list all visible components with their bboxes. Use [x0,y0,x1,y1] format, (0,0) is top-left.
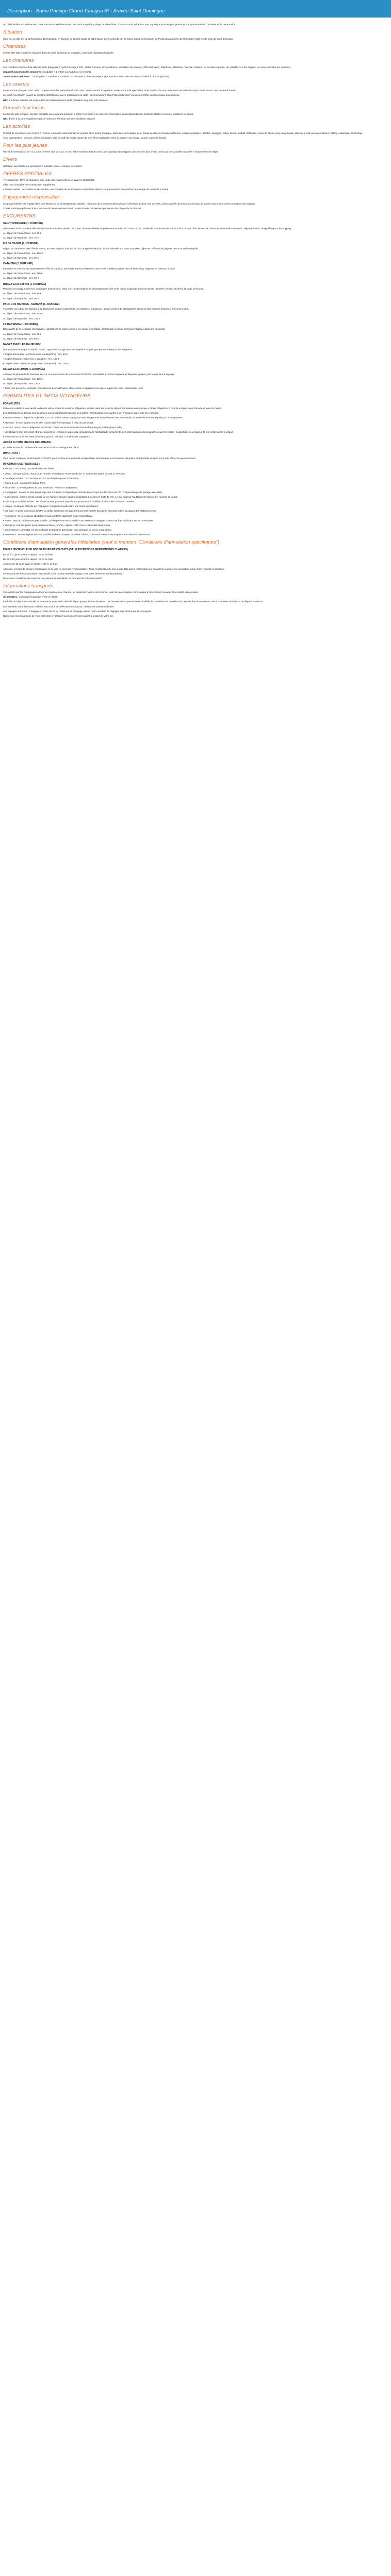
paragraph-text: L'hôtel offre 360 chambres réparties dans de petits bâtiments de 3 étages, cernés de végétation tropicale. [3,52,114,55]
paragraph [3,247,388,250]
paragraph-label: Air Caraïbes : [3,596,19,599]
sub-heading: LA HACIENDA (1 JOURNÉE) [3,323,38,326]
paragraph [3,595,388,599]
paragraph-text: • Attention : le nom figurant sur le billet d'avion doit être identique à celui du passeport. [3,421,94,424]
paragraph [3,372,388,376]
paragraph-text: L'hôtel participe également à la protection de l'environnement marin et des tortues qui viennent pondre sur les plages de la côte Est. [3,207,142,210]
paragraph-text: • Dolphin Encounter (rencontre avec les dauphins) : env. 95 € [3,352,68,355]
paragraph [3,51,388,55]
sub-heading: BUGGY ECO SAFARI (1 JOURNÉE) [3,282,46,286]
paragraph-text: Le groupe hôtelier est engagé dans une démarche de développement durable : réduction de la consommation d'eau et d'énergie, gestion des déchets, achats auprès de producteurs locaux et soutien aux projets communautaires de la région. [3,202,256,205]
paragraph-label: NB : [3,117,8,121]
paragraph-text: 1 lit King size / 2 adultes + 2 enfants, 60 m² environ, dans un espace plus spacieux avec salon et terrasse, bains à remous (jacuzzi). [31,75,170,78]
section-heading: Les saveurs [3,81,30,88]
section-les-activites-6 [3,124,388,140]
paragraph [3,577,388,580]
paragraph-text: Parcours en buggy à travers la campagne dominicaine, visite d'un ranch traditionnel, dégustation de café et de cacao, baignade dans une grotte naturelle (cenote) et arrêt à la plage de Macao. [3,287,204,291]
paragraph [3,357,388,361]
section-pour-les-plus-jeunes-7 [3,143,388,154]
section-heading: Engagement responsable [3,194,59,200]
paragraph [3,557,388,561]
paragraph-text: Au départ de Punta Cana : env. 105 € [3,252,43,255]
paragraph [3,178,388,182]
paragraph [3,352,388,356]
paragraph [3,332,388,336]
paragraph-text: • Gastronomie : cuisine créole à base de riz, haricots rouges, bananes plantains, poissons et fruits de mer. Le plat national "La Bandera" associe riz, haricots et viande. [3,496,178,499]
sub-heading: CATALINA (1 JOURNÉE) [3,262,33,266]
paragraph-text: • Monnaie : le peso dominicain (DOP). Le dollar américain est largement accepté. Cartes bancaires acceptées dans la plupart des établissements. [3,510,157,513]
paragraph [3,481,388,485]
section-offres-speciales-9 [3,171,388,192]
paragraph [3,406,388,410]
section-chambres-2 [3,44,388,55]
paragraph-text: Au départ de Bayahibe : env. 90 € [3,297,39,300]
paragraph-text: • Pourboires : ils ne sont pas obligatoires mais sont très appréciés du personnel local. [3,514,93,517]
section-heading: Les activités [3,124,30,130]
paragraph [3,188,388,191]
paragraph-text: • Informations sur le site www.diplomatie.gouv.fr, rubrique "Conseils aux voyageurs". [3,435,92,438]
paragraph-text: Passeport valable 6 mois après la date de retour. Carte de tourisme obligatoire, incluse dans les taxes de départ. Formulaire électronique e-Ticket obligatoire, à remplir en ligne avant l'arrivée et avant le départ. [3,407,222,410]
paragraph-text: Les informations ci-dessus sont destinées aux ressortissants français. Les autres ressortissants sont invités à se renseigner auprès de leur consulat. [3,412,159,415]
paragraph [3,112,388,116]
paragraph [3,472,388,476]
paragraph-text: • Animaux : ils ne sont pas admis dans les hôtels. [3,467,55,470]
paragraph-text: • Langue : la langue officielle est l'espagnol ; l'anglais est parlé dans les zones touristiques. [3,505,99,508]
paragraph [3,23,388,26]
paragraph [3,553,388,556]
paragraph [3,509,388,513]
paragraph [3,533,388,536]
paragraph-text: Le snack "La Choza" (ouvert de 10h00 à 18h00) ainsi que le restaurant à la carte (sur réservation) "Don Pablo Collection" complètent l'offre gastronomique du complexe. [3,94,181,97]
paragraph-text: Les bagages autorisés : 1 bagage en soute de 23 kg maximum et 1 bagage cabine. Tout excédent de bagages sera facturé par la compagnie. [3,609,152,613]
paragraph-text: Départ en catamaran vers l'île de Saona, au cœur du parc national de l'Est. Baignade dans la piscine naturelle aux eaux turquoise, déjeuner buffet sur la plage et retour en vedette rapide. [3,247,199,250]
section-heading: EXCURSIONS [3,213,36,219]
paragraph-text: À travers la péninsule de Samaná, en 4x4, à la découverte de la cascade d'El Limón, accessible à cheval, baignade et déjeuner typique, puis temps libre à la plage. [3,372,175,376]
paragraph-text: • Sites internet : consultez les sites officiels du tourisme dominicain pour préparer au mieux votre séjour. [3,528,112,531]
paragraph-text: De 60 à 31 jours avant le départ : 30 % de frais. [3,553,54,556]
paragraph-text: Accédez au site de l'Ambassade de France à Saint-Domingue sur place. [3,446,79,449]
paragraph-text: Au départ de Bayahibe : env. 85 € [3,257,39,260]
paragraph [3,37,388,41]
paragraph-text: Hôtel non accessible aux personnes à mobilité réduite. Animaux non admis. [3,164,83,167]
paragraph-text: • Climat : climat tropical ; chaud toute l'année, température moyenne de 28 °C, saison des pluies de mai à novembre. [3,472,126,475]
paragraph-text: Au départ de Bayahibe : env. 125 € [3,382,40,385]
section-situation-1 [3,29,388,40]
section-heading: Pour les plus jeunes [3,142,47,148]
paragraph-text: Les chambres disposent de salle de bains (baignoire à hydromassage / WC), sèche-cheveux, air conditionné, ventilateur de plafond, coffre-fort, Wi-Fi, téléphone, télévision, mini-bar, et balcon ou terrasse équipée. Un grand lit ou 2 lits simples. Le service minibar est quotidien. [3,65,291,69]
paragraph-text: Traversée de la baie de Samaná à la découverte du parc national de Los Haitises : mangroves, grottes ornées de pétroglyphes taïnos et îlots peuplés d'oiseaux. Déjeuner inclus. [3,308,189,311]
paragraph [3,362,388,365]
paragraph-text: Attention, les frais de dossier, d'assurance et de visa ne sont pas remboursables. Toute modification de nom ou de date après confirmation est considérée comme une annulation suivie d'une nouvelle réservation. [3,567,225,570]
paragraph-label: NB : [3,98,8,101]
paragraph-text: • Électricité : 110 volts, prises de type américain. Prévoir un adaptateur. [3,486,78,489]
sub-heading: INFORMATIONS PRATIQUES : [3,462,40,466]
paragraph-text: compagnie française créée en 2000. [19,596,58,599]
paragraph [3,421,388,425]
section-heading: Conditions d'annulation générales Hôtelades (sauf si mention "Conditions d'annulation spécifiques") [3,539,220,546]
page-title: Description - Bahia Principe Grand Tanagua 5* - Arrivée Saint Domingue [7,8,165,14]
paragraph [3,590,388,594]
paragraph-text: • Durée du vol : environ 9 h depuis Paris. [3,481,46,484]
paragraph-text: • Handicap et mobilité réduite : les hôtels ne sont pas tous adaptés aux personnes à mobilité réduite, merci de nous consulter. [3,500,135,503]
paragraph-text: Au départ de Punta Cana : env. 125 € [3,377,43,380]
sub-heading: SAFARI ECO LIMÓN (1 JOURNÉE) [3,367,45,371]
paragraph [3,227,388,230]
paragraph-text: Au départ de Bayahibe : env. 80 € [3,337,39,340]
section-heading: Informations transports [3,583,54,589]
paragraph [3,307,388,311]
paragraph [3,523,388,527]
paragraph [3,456,388,460]
paragraph [3,605,388,608]
description-content [0,18,391,623]
paragraph [3,272,388,275]
sub-heading: ÎLE DE SAONA (1 JOURNÉE) [3,242,39,246]
section-heading: Situation [3,29,22,36]
sub-heading: IMPORTANT : [3,451,20,455]
section-heading: FORMALITES ET INFOS VOYAGEURS [3,393,91,399]
paragraph [3,297,388,300]
paragraph-text: Mini-club international de 4 à 12 ans, et Teen club de 13 à 17 ans, selon horaires. Bientôt avec parc aquatique (toboggans, piscine avec jeux d'eau), ainsi que des activités adaptées à chaque tranche d'âge. [3,150,219,154]
paragraph-text: • Réservez tôt : 10 % de réduction pour toute réservation effectuée avant le 31/03/2026. [3,179,95,182]
sub-heading: NAGEZ AVEC LES DAUPHINS ! [3,343,41,346]
paragraph [3,430,388,434]
paragraph [3,317,388,320]
section-intro-0 [3,23,388,26]
sub-heading: PARC LOS HAITISES - SAMANÁ (1 JOURNÉE) [3,302,60,306]
section-heading: OFFRES SPECIALES [3,171,52,177]
paragraph-text: • Santé : l'eau du robinet n'est pas potable ; privilégiez l'eau en bouteille. Une assurance voyage couvrant les frais médicaux est recommandée. [3,519,154,522]
paragraph [3,467,388,470]
paragraph-text: Le montant des frais d'annulation est calculé sur le montant total du voyage, hors taxes aériennes remboursables. [3,572,123,575]
paragraph-text: Avec participation : plongée, pêche, équitation, club de golf (18 trous), centre de bien-être (massages, soins du corps et du visage, sauna), salon de beauté. [3,136,167,139]
paragraph [3,382,388,385]
section-excursions-11 [3,213,388,390]
paragraph [3,75,388,78]
paragraph-label: Junior suite supérieure : [3,75,31,78]
paragraph-text: Les transferts entre l'aéroport et l'hôtel sont inclus et s'effectuent en autocar, minibus ou navette collective. [3,605,115,608]
paragraph-text: Le restaurant principal "Las Cañas" propose un buffet international. À la carte : un restaurant à la piscine, un restaurant de spécialités, ainsi que l'accès aux restaurants de Bahia Principe Grand Punta Cana et Grand Bavaro. [3,89,237,92]
paragraph-text: Vous devez compléter le formulaire E-TICKET pour l'entrée et la sortie de la République Dominicaine. Le formulaire est gratuit et disponible en ligne sur le site officiel du gouvernement. [3,456,197,460]
paragraph-text: Au départ de Bayahibe : env. 75 € [3,236,39,240]
section-divers-8 [3,157,388,167]
paragraph [3,327,388,331]
section-formule-tout-inclus-5 [3,105,388,121]
paragraph [3,567,388,571]
paragraph-text: Au départ de Bayahibe : env. 145 € [3,317,40,320]
paragraph [3,477,388,480]
paragraph [3,600,388,603]
paragraph [3,528,388,532]
paragraph-text: La formule tout compris : pension complète au restaurant principal, 2 dîners / semaine à la carte (sur réservation, selon disponibilités), boissons locales à volonté, collations au snack. [3,113,194,116]
paragraph-text: Une expérience unique à Dolphin Island : approche et nage avec les dauphins en petit groupe, encadrée par des soigneurs. [3,348,133,351]
paragraph-text: • Enfants mineurs : depuis le 15 janvier 2017, un enfant mineur voyageant sans ses parents doit présenter une autorisation de sortie du territoire signée par un des parents. [3,416,183,419]
paragraph-label: Capacité maximum des chambres : [3,70,43,73]
paragraph-text: Au départ de Punta Cana : env. 75 € [3,332,42,335]
paragraph [3,131,388,135]
paragraph-text: Au départ de Punta Cana : env. 95 € [3,232,42,235]
section-les-saveurs-4 [3,81,388,102]
paragraph [3,504,388,508]
section-heading: Chambres [3,43,26,49]
paragraph [3,348,388,351]
paragraph [3,236,388,240]
paragraph [3,386,388,390]
paragraph [3,65,388,69]
section-les-chambres-3 [3,58,388,78]
paragraph-text: une tenue correcte est exigée dans les restaurants à la carte (pantalon long pour les hommes). [8,98,108,101]
sub-heading: SAINT DOMINGUE (1 JOURNÉE) [3,222,43,226]
paragraph [3,98,388,102]
section-heading: Divers [3,157,17,163]
paragraph [3,164,388,168]
paragraph [3,136,388,140]
paragraph [3,426,388,429]
paragraph [3,377,388,381]
paragraph-text: Découverte de la première ville fondée dans le Nouveau Monde : la Zone Coloniale classée au patrimoine mondial de l'UNESCO, la cathédrale Santa Maria la Menor, l'Alcazar de Colón, la rue Las Damas et le Panthéon National. Déjeuner inclus. Temps libre pour le shopping. [3,227,292,230]
paragraph [3,486,388,489]
paragraph [3,70,388,74]
paragraph-text: Excursion en mer sur un catamaran vers l'île de Catalina, ses fonds marins préservés et ses récifs coralliens, idéals pour le snorkeling. Déjeuner et boissons à bord. [3,267,175,270]
paragraph-text: Au départ de Punta Cana : env. 90 € [3,292,42,295]
paragraph-text: • Vêtements : tenues légères en coton, maillot de bain, chapeau et crème solaire ; une tenue correcte est exigée le soir dans les restaurants. [3,533,151,536]
paragraph-text: * Tarifs (par personne) indicatifs, sous réserve de modification. Réservation et règlement sur place auprès de notre représentant local. [3,387,143,390]
section-heading: Les chambres [3,58,34,64]
paragraph [3,416,388,419]
paragraph [3,490,388,494]
paragraph-text: • Les titulaires d'un passeport étranger doivent se renseigner auprès du consulat ou de l'ambassade compétente. Les informations communiquées peuvent évoluer ; il appartient au voyageur de les vérifier avant le départ. [3,430,234,433]
paragraph-text: La durée du séjour est calculée en nombre de nuits, de la date de départ jusqu'à la date de retour. Les horaires de vol peuvent être modifiés, la première et la dernière nuit peuvent être écourtées en raison d'arrivées tardives ou de départs matinaux. [3,600,264,603]
paragraph-text: 3 adultes + 1 enfant ou 2 adultes et 2 enfants. [43,70,92,73]
paragraph-text: • Shopping : larimar (pierre semi-précieuse bleue), ambre, cigares, café, rhum et chocolat dominicains. [3,523,111,527]
sub-heading: POUR L'ENSEMBLE DE NOS SÉJOURS ET CIRCUITS (SAUF EXCEPTIONS MENTIONNÉES CI-APRÈS) : [3,548,129,552]
paragraph-text: Au départ de Punta Cana : env. 145 € [3,312,43,315]
paragraph-text: • Vaccins : aucun vaccin obligatoire. Protection contre les moustiques recommandée (dengue, chikungunya, Zika). [3,426,123,429]
section-conditions-d-annulation-generales-hotelades-sauf-si-mention-conditions-d-annulation-specifiques-13 [3,539,388,580]
paragraph-text: • Jeunes mariés : décoration de la chambre, une bouteille de vin mousseux et un dîner spécial (sur présentation du certificat de mariage de moins de 6 mois). [3,188,169,191]
paragraph-text: À moins de 15 jours avant le départ : 100 % de frais. [3,563,58,566]
paragraph [3,495,388,499]
paragraph-text: De 30 à 15 jours avant le départ : 60 % de frais. [3,558,54,561]
paragraph [3,202,388,206]
paragraph [3,572,388,575]
paragraph-text: • Dolphin Explorer (nage avec 1 dauphin) : env. 125 € [3,357,59,360]
section-heading: Formule tout inclus [3,105,45,111]
paragraph [3,514,388,518]
paragraph-text: Offre non cumulable hors transport et supplément. [3,183,56,187]
paragraph [3,117,388,121]
sub-heading: ACCÈS AU SITE FRANCE DIPLOMATIE : [3,441,53,445]
paragraph [3,609,388,613]
paragraph-text: Profitez de la piscine et de 2 bains à remous. Animation internationale en journée et en soirée (musique, barbecue sur la plage, jeux, fouras de dîners et soirées à thème). Activités gratuites : aérobic, aquagym, volley, tennis, football, fléchettes, cours de danse, ping-pong, kayak, planche à voile (selon conditions météo), catamaran, snorkeling. [3,131,363,134]
sub-heading: FORMALITÉS : [3,402,22,405]
paragraph [3,614,388,618]
paragraph [3,446,388,449]
paragraph [3,287,388,291]
section-informations-transports-14 [3,583,388,618]
section-formalites-et-infos-voyageurs-12 [3,393,388,536]
paragraph-text: Au départ de Bayahibe : env. 90 € [3,277,39,280]
paragraph [3,93,388,97]
paragraph [3,231,388,235]
paragraph-text: Nous vous conseillons de souscrire une assurance annulation au moment de votre réservation. [3,577,103,580]
paragraph [3,292,388,295]
paragraph-text: • Géographie : deuxième plus grand pays des Caraïbes, la République Dominicaine occupe les deux tiers de l'île d'Hispaniola qu'elle partage avec Haïti. [3,491,163,494]
paragraph-text: Découverte de la vie rurale dominicaine : plantations de canne à sucre, de cacao et de tabac, promenade à cheval et déjeuner typique dans une hacienda. [3,328,166,331]
paragraph-text: dîners à la carte supplémentaires et boissons Premium sur intermédiation payante. [8,117,96,121]
paragraph [3,207,388,210]
paragraph-text: Vols opérés par les compagnies aériennes régulières ou charters, au départ de Paris et de province. Nom de la compagnie communiqué à titre indicatif, pouvant être modifié sans préavis. [3,591,199,594]
section-engagement-responsable-10 [3,194,388,210]
paragraph [3,89,388,92]
paragraph [3,337,388,341]
paragraph-text: • Dolphin Swim Adventure (nage avec 2 dauphins) : env. 145 € [3,362,69,365]
title-banner [0,0,391,18]
paragraph [3,267,388,270]
paragraph [3,276,388,280]
paragraph [3,500,388,503]
paragraph [3,256,388,260]
paragraph-text: Au départ de Punta Cana : env. 110 € [3,272,43,275]
paragraph-text: • Décalage horaire : - 5 h en hiver et - 6 h en été par rapport à la France. [3,477,79,480]
paragraph [3,519,388,522]
paragraph-text: Un hôtel familial aux ambiances, dans une nature exubérante non loin de la magnifique plage de sable blanc d'Arena Gorda, offrant un parc aquatique pour les plus jeunes et une grande variété d'activités et de restauration. [3,23,236,26]
paragraph-text: Situé sur la côte Est de la République Dominicaine, en bordure de la belle plage de sable blanc d'Arena Gorda (un 2e ligne), 25 km de l'aéroport de Punta Cana (30 min de transfert) et 320 km de celui de Saint Domingue. [3,37,234,40]
paragraph [3,150,388,154]
paragraph [3,251,388,255]
paragraph [3,312,388,315]
paragraph [3,562,388,566]
paragraph [3,411,388,415]
paragraph [3,435,388,438]
paragraph-text: Nous vous recommandons de vous présenter à l'aéroport au moins 3 heures avant le départ de votre vol. [3,614,113,617]
paragraph [3,183,388,187]
